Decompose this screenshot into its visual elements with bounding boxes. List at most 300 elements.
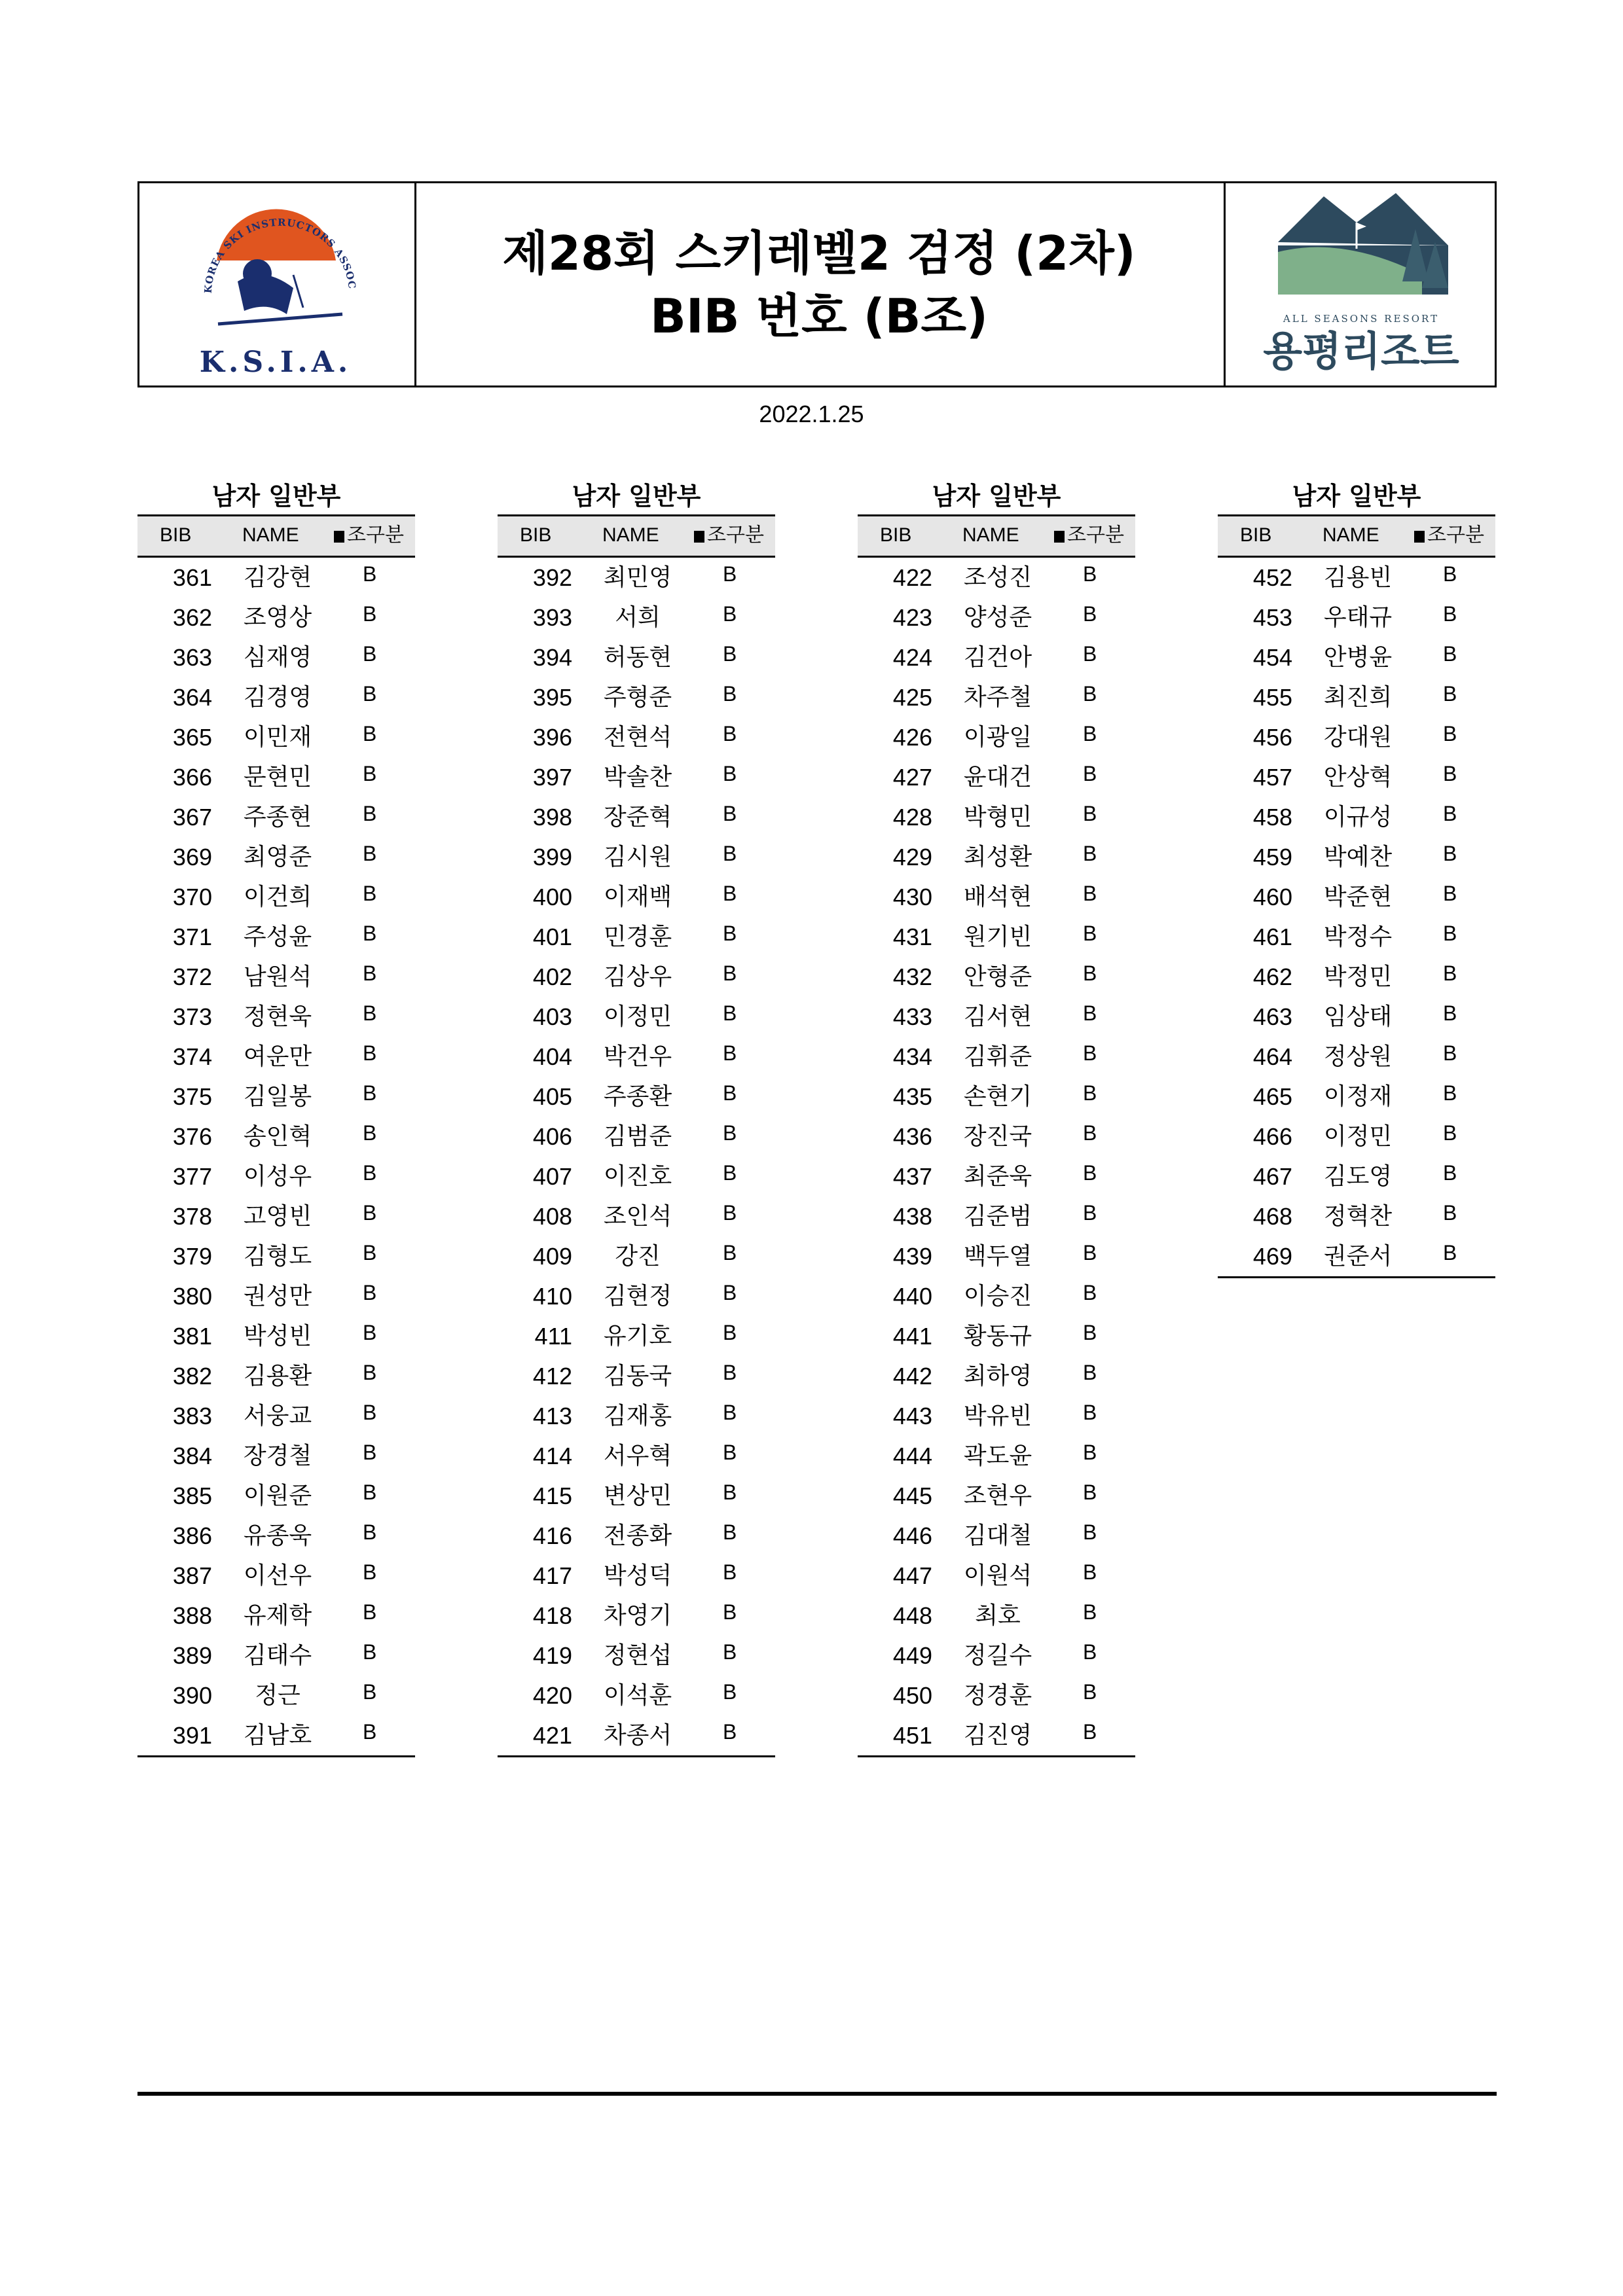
table-row bbox=[137, 1436, 415, 1476]
table-row bbox=[858, 917, 1135, 957]
name-cell: 이선우 bbox=[243, 1562, 312, 1589]
table-row bbox=[1218, 558, 1495, 598]
name-cell: 유종욱 bbox=[243, 1522, 312, 1549]
table-row bbox=[858, 1516, 1135, 1556]
group-cell: B bbox=[723, 922, 737, 945]
table-row bbox=[498, 1077, 775, 1117]
group-cell: B bbox=[1083, 961, 1097, 985]
table-row bbox=[858, 717, 1135, 757]
table-row bbox=[1218, 1236, 1495, 1276]
group-cell: B bbox=[1443, 1161, 1457, 1185]
table-row bbox=[137, 1316, 415, 1356]
group-cell: B bbox=[723, 722, 737, 745]
bib-cell: 396 bbox=[532, 724, 572, 751]
name-cell: 박형민 bbox=[963, 804, 1032, 831]
header-name: NAME bbox=[1322, 524, 1379, 546]
name-cell: 박건우 bbox=[603, 1043, 672, 1070]
name-cell: 박성덕 bbox=[603, 1562, 672, 1589]
table-row bbox=[498, 1436, 775, 1476]
table-row bbox=[858, 558, 1135, 598]
group-cell: B bbox=[363, 682, 377, 706]
header-name: NAME bbox=[242, 524, 299, 546]
name-cell: 황동규 bbox=[963, 1323, 1032, 1350]
name-cell: 이원준 bbox=[243, 1482, 312, 1509]
name-cell: 이석훈 bbox=[603, 1682, 672, 1709]
yongpyong-logo bbox=[1224, 183, 1495, 386]
column-title: 남자 일반부 bbox=[1292, 482, 1421, 511]
group-cell: B bbox=[723, 1560, 737, 1584]
group-cell: B bbox=[723, 762, 737, 785]
column-title: 남자 일반부 bbox=[211, 482, 341, 511]
group-cell: B bbox=[363, 1680, 377, 1704]
name-cell: 차영기 bbox=[603, 1602, 672, 1629]
bib-cell: 380 bbox=[172, 1283, 212, 1310]
bib-column bbox=[137, 478, 415, 1757]
bib-cell: 454 bbox=[1252, 644, 1292, 671]
name-cell: 정길수 bbox=[963, 1642, 1032, 1669]
bib-column bbox=[1218, 478, 1495, 1278]
name-cell: 최호 bbox=[975, 1602, 1021, 1629]
name-cell: 서웅교 bbox=[243, 1403, 312, 1429]
table-row bbox=[137, 1556, 415, 1596]
bib-cell: 389 bbox=[172, 1642, 212, 1669]
resort-name: 용평리조트 bbox=[1263, 327, 1459, 375]
table-row bbox=[858, 1117, 1135, 1157]
header-group: 조구분 bbox=[1414, 516, 1484, 554]
bib-cell: 450 bbox=[892, 1682, 932, 1709]
group-cell: B bbox=[363, 1161, 377, 1185]
table-row bbox=[137, 1077, 415, 1117]
table-row bbox=[858, 1436, 1135, 1476]
group-cell: B bbox=[1083, 1041, 1097, 1065]
name-cell: 주종환 bbox=[603, 1083, 672, 1110]
bib-cell: 430 bbox=[892, 884, 932, 910]
table-row bbox=[137, 598, 415, 637]
group-cell: B bbox=[1443, 922, 1457, 945]
name-cell: 안형준 bbox=[963, 963, 1032, 990]
name-cell: 김현정 bbox=[603, 1283, 672, 1310]
bib-cell: 371 bbox=[172, 924, 212, 950]
table-row bbox=[858, 1316, 1135, 1356]
group-cell: B bbox=[723, 1161, 737, 1185]
group-cell: B bbox=[363, 1560, 377, 1584]
name-cell: 김서현 bbox=[963, 1003, 1032, 1030]
name-cell: 김휘준 bbox=[963, 1043, 1032, 1070]
group-cell: B bbox=[723, 562, 737, 586]
bib-cell: 418 bbox=[532, 1602, 572, 1629]
group-cell: B bbox=[363, 762, 377, 785]
name-cell: 이정재 bbox=[1323, 1083, 1393, 1110]
bib-cell: 421 bbox=[532, 1722, 572, 1749]
group-cell: B bbox=[363, 1081, 377, 1105]
name-cell: 서희 bbox=[615, 604, 661, 631]
bib-cell: 379 bbox=[172, 1243, 212, 1270]
name-cell: 차주철 bbox=[963, 684, 1032, 711]
name-cell: 임상태 bbox=[1323, 1003, 1393, 1030]
header-bib: BIB bbox=[520, 524, 552, 546]
bib-cell: 392 bbox=[532, 564, 572, 591]
group-cell: B bbox=[1443, 1001, 1457, 1025]
table-row bbox=[858, 957, 1135, 997]
name-cell: 정현섭 bbox=[603, 1642, 672, 1669]
group-cell: B bbox=[1083, 1161, 1097, 1185]
table-row bbox=[498, 1356, 775, 1396]
table-row bbox=[137, 1236, 415, 1276]
group-cell: B bbox=[363, 922, 377, 945]
group-cell: B bbox=[1083, 1720, 1097, 1744]
name-cell: 장준혁 bbox=[603, 804, 672, 831]
bib-cell: 382 bbox=[172, 1363, 212, 1390]
name-cell: 강대원 bbox=[1323, 724, 1393, 751]
name-cell: 이진호 bbox=[603, 1163, 672, 1190]
column-header-row bbox=[858, 514, 1135, 558]
bib-cell: 377 bbox=[172, 1163, 212, 1190]
group-cell: B bbox=[1083, 842, 1097, 865]
bib-cell: 404 bbox=[532, 1043, 572, 1070]
bib-cell: 467 bbox=[1252, 1163, 1292, 1190]
group-cell: B bbox=[1083, 642, 1097, 666]
table-row bbox=[498, 1596, 775, 1636]
table-row bbox=[137, 558, 415, 598]
header-bib: BIB bbox=[1240, 524, 1272, 546]
table-row bbox=[498, 837, 775, 877]
name-cell: 최하영 bbox=[963, 1363, 1032, 1390]
group-cell: B bbox=[363, 1241, 377, 1265]
bib-cell: 388 bbox=[172, 1602, 212, 1629]
name-cell: 주종현 bbox=[243, 804, 312, 831]
bib-cell: 451 bbox=[892, 1722, 932, 1749]
bib-cell: 416 bbox=[532, 1522, 572, 1549]
group-cell: B bbox=[1443, 682, 1457, 706]
name-cell: 배석현 bbox=[963, 884, 1032, 910]
group-cell: B bbox=[363, 802, 377, 825]
name-cell: 김남호 bbox=[243, 1722, 312, 1749]
bib-cell: 393 bbox=[532, 604, 572, 631]
bib-cell: 399 bbox=[532, 844, 572, 870]
group-cell: B bbox=[723, 1081, 737, 1105]
group-cell: B bbox=[723, 1281, 737, 1304]
table-row bbox=[1218, 917, 1495, 957]
group-cell: B bbox=[363, 1121, 377, 1145]
table-row bbox=[858, 637, 1135, 677]
table-row bbox=[858, 877, 1135, 917]
table-row bbox=[498, 1236, 775, 1276]
table-row bbox=[1218, 637, 1495, 677]
name-cell: 박예찬 bbox=[1323, 844, 1393, 870]
group-cell: B bbox=[723, 682, 737, 706]
bib-column bbox=[858, 478, 1135, 1757]
bib-table-body bbox=[498, 558, 775, 1757]
group-cell: B bbox=[1083, 802, 1097, 825]
table-row bbox=[1218, 598, 1495, 637]
name-cell: 최진희 bbox=[1323, 684, 1393, 711]
name-cell: 변상민 bbox=[603, 1482, 672, 1509]
group-cell: B bbox=[1443, 961, 1457, 985]
table-row bbox=[498, 797, 775, 837]
header-name: NAME bbox=[602, 524, 659, 546]
bib-cell: 376 bbox=[172, 1123, 212, 1150]
group-cell: B bbox=[723, 1401, 737, 1424]
table-row bbox=[498, 558, 775, 598]
name-cell: 곽도윤 bbox=[963, 1443, 1032, 1469]
name-cell: 김태수 bbox=[243, 1642, 312, 1669]
name-cell: 장진국 bbox=[963, 1123, 1032, 1150]
bib-cell: 443 bbox=[892, 1403, 932, 1429]
group-cell: B bbox=[363, 1401, 377, 1424]
name-cell: 이재백 bbox=[603, 884, 672, 910]
group-cell: B bbox=[1443, 722, 1457, 745]
name-cell: 조영상 bbox=[243, 604, 312, 631]
bib-cell: 444 bbox=[892, 1443, 932, 1469]
name-cell: 손현기 bbox=[963, 1083, 1032, 1110]
name-cell: 장경철 bbox=[243, 1443, 312, 1469]
bib-cell: 395 bbox=[532, 684, 572, 711]
group-cell: B bbox=[723, 1600, 737, 1624]
bib-cell: 407 bbox=[532, 1163, 572, 1190]
mountain-resort-icon bbox=[1226, 183, 1497, 386]
name-cell: 박솔찬 bbox=[603, 764, 672, 791]
group-cell: B bbox=[1083, 1321, 1097, 1344]
page-title: 제28회 스키레벨2 검정 (2차) bbox=[502, 225, 1136, 281]
column-title: 남자 일반부 bbox=[572, 482, 701, 511]
group-cell: B bbox=[363, 642, 377, 666]
bib-cell: 381 bbox=[172, 1323, 212, 1350]
table-row bbox=[1218, 957, 1495, 997]
bib-cell: 363 bbox=[172, 644, 212, 671]
name-cell: 김시원 bbox=[603, 844, 672, 870]
name-cell: 정상원 bbox=[1323, 1043, 1393, 1070]
bib-cell: 414 bbox=[532, 1443, 572, 1469]
bib-cell: 422 bbox=[892, 564, 932, 591]
bib-cell: 446 bbox=[892, 1522, 932, 1549]
group-cell: B bbox=[1083, 562, 1097, 586]
column-title: 남자 일반부 bbox=[932, 482, 1061, 511]
table-row bbox=[1218, 997, 1495, 1037]
name-cell: 김도영 bbox=[1323, 1163, 1393, 1190]
bib-cell: 366 bbox=[172, 764, 212, 791]
table-row bbox=[498, 757, 775, 797]
name-cell: 박준현 bbox=[1323, 884, 1393, 910]
group-cell: B bbox=[1443, 1201, 1457, 1225]
bib-cell: 410 bbox=[532, 1283, 572, 1310]
ksia-abbr: K.S.I.A. bbox=[199, 346, 352, 379]
bib-cell: 361 bbox=[172, 564, 212, 591]
table-row bbox=[858, 757, 1135, 797]
table-row bbox=[1218, 1196, 1495, 1236]
name-cell: 김용빈 bbox=[1323, 564, 1393, 591]
name-cell: 강진 bbox=[615, 1243, 661, 1270]
table-row bbox=[858, 598, 1135, 637]
table-row bbox=[498, 917, 775, 957]
table-row bbox=[498, 1396, 775, 1436]
name-cell: 양성준 bbox=[963, 604, 1032, 631]
group-cell: B bbox=[723, 1121, 737, 1145]
bib-cell: 464 bbox=[1252, 1043, 1292, 1070]
group-cell: B bbox=[1443, 602, 1457, 626]
ksia-logo bbox=[139, 183, 416, 386]
table-row bbox=[137, 757, 415, 797]
name-cell: 김일봉 bbox=[243, 1083, 312, 1110]
table-row bbox=[137, 1117, 415, 1157]
bottom-divider bbox=[137, 2092, 1497, 2096]
group-cell: B bbox=[1083, 1121, 1097, 1145]
bib-cell: 436 bbox=[892, 1123, 932, 1150]
bib-cell: 378 bbox=[172, 1203, 212, 1230]
table-row bbox=[1218, 757, 1495, 797]
bib-cell: 447 bbox=[892, 1562, 932, 1589]
bib-cell: 406 bbox=[532, 1123, 572, 1150]
bib-cell: 375 bbox=[172, 1083, 212, 1110]
bib-cell: 370 bbox=[172, 884, 212, 910]
bib-cell: 367 bbox=[172, 804, 212, 831]
name-cell: 서우혁 bbox=[603, 1443, 672, 1469]
name-cell: 우태규 bbox=[1323, 604, 1393, 631]
name-cell: 조현우 bbox=[963, 1482, 1032, 1509]
name-cell: 박정민 bbox=[1323, 963, 1393, 990]
column-header-row bbox=[1218, 514, 1495, 558]
group-cell: B bbox=[363, 882, 377, 905]
bib-cell: 463 bbox=[1252, 1003, 1292, 1030]
bib-cell: 459 bbox=[1252, 844, 1292, 870]
bib-cell: 402 bbox=[532, 963, 572, 990]
bib-table-body bbox=[1218, 558, 1495, 1278]
name-cell: 정혁찬 bbox=[1323, 1203, 1393, 1230]
bib-cell: 453 bbox=[1252, 604, 1292, 631]
name-cell: 이원석 bbox=[963, 1562, 1032, 1589]
group-cell: B bbox=[1083, 1401, 1097, 1424]
header-bib: BIB bbox=[880, 524, 912, 546]
group-cell: B bbox=[363, 1001, 377, 1025]
bib-cell: 461 bbox=[1252, 924, 1292, 950]
bib-cell: 408 bbox=[532, 1203, 572, 1230]
name-cell: 최성환 bbox=[963, 844, 1032, 870]
name-cell: 송인혁 bbox=[243, 1123, 312, 1150]
name-cell: 정근 bbox=[255, 1682, 301, 1709]
name-cell: 안병윤 bbox=[1323, 644, 1393, 671]
group-cell: B bbox=[363, 1281, 377, 1304]
group-cell: B bbox=[1443, 882, 1457, 905]
bib-cell: 409 bbox=[532, 1243, 572, 1270]
bib-cell: 431 bbox=[892, 924, 932, 950]
table-row bbox=[137, 1715, 415, 1755]
table-row bbox=[858, 1236, 1135, 1276]
table-row bbox=[858, 1157, 1135, 1196]
group-cell: B bbox=[1083, 922, 1097, 945]
group-cell: B bbox=[1443, 1121, 1457, 1145]
table-row bbox=[498, 1676, 775, 1715]
table-row bbox=[498, 717, 775, 757]
group-cell: B bbox=[363, 961, 377, 985]
table-row bbox=[498, 957, 775, 997]
bib-cell: 424 bbox=[892, 644, 932, 671]
name-cell: 주성윤 bbox=[243, 924, 312, 950]
table-row bbox=[137, 917, 415, 957]
column-header-row bbox=[498, 514, 775, 558]
table-row bbox=[137, 1276, 415, 1316]
bib-cell: 417 bbox=[532, 1562, 572, 1589]
header-group: 조구분 bbox=[694, 516, 764, 554]
table-row bbox=[858, 1715, 1135, 1755]
group-cell: B bbox=[1443, 762, 1457, 785]
bib-cell: 403 bbox=[532, 1003, 572, 1030]
name-cell: 최준욱 bbox=[963, 1163, 1032, 1190]
table-row bbox=[858, 1396, 1135, 1436]
table-row bbox=[858, 1596, 1135, 1636]
name-cell: 김재홍 bbox=[603, 1403, 672, 1429]
bib-cell: 468 bbox=[1252, 1203, 1292, 1230]
name-cell: 조성진 bbox=[963, 564, 1032, 591]
name-cell: 주형준 bbox=[603, 684, 672, 711]
title-block bbox=[414, 183, 1224, 386]
group-cell: B bbox=[363, 602, 377, 626]
table-row bbox=[858, 837, 1135, 877]
bib-cell: 420 bbox=[532, 1682, 572, 1709]
bib-cell: 427 bbox=[892, 764, 932, 791]
group-cell: B bbox=[363, 1361, 377, 1384]
table-row bbox=[498, 1276, 775, 1316]
name-cell: 백두열 bbox=[963, 1243, 1032, 1270]
bib-cell: 397 bbox=[532, 764, 572, 791]
bib-cell: 458 bbox=[1252, 804, 1292, 831]
svg-text:KOREA SKI INSTRUCTORS ASSOCIAT: KOREA SKI INSTRUCTORS ASSOC bbox=[202, 216, 358, 294]
bib-cell: 437 bbox=[892, 1163, 932, 1190]
group-cell: B bbox=[1083, 1361, 1097, 1384]
bib-cell: 365 bbox=[172, 724, 212, 751]
table-row bbox=[137, 837, 415, 877]
table-row bbox=[1218, 1117, 1495, 1157]
group-cell: B bbox=[363, 1201, 377, 1225]
group-cell: B bbox=[723, 1441, 737, 1464]
name-cell: 남원석 bbox=[243, 963, 312, 990]
group-cell: B bbox=[1443, 1241, 1457, 1265]
group-cell: B bbox=[1083, 722, 1097, 745]
group-cell: B bbox=[1083, 1560, 1097, 1584]
name-cell: 김용환 bbox=[243, 1363, 312, 1390]
table-row bbox=[858, 1037, 1135, 1077]
table-row bbox=[1218, 677, 1495, 717]
group-cell: B bbox=[363, 1041, 377, 1065]
table-row bbox=[137, 1396, 415, 1436]
group-cell: B bbox=[723, 802, 737, 825]
bib-cell: 411 bbox=[534, 1323, 572, 1350]
event-date: 2022.1.25 bbox=[759, 401, 864, 427]
bib-cell: 390 bbox=[172, 1682, 212, 1709]
header-bib: BIB bbox=[160, 524, 192, 546]
bib-cell: 433 bbox=[892, 1003, 932, 1030]
header-group: 조구분 bbox=[334, 516, 404, 554]
name-cell: 여운만 bbox=[243, 1043, 312, 1070]
table-row bbox=[498, 1196, 775, 1236]
table-row bbox=[137, 797, 415, 837]
bib-table-body bbox=[137, 558, 415, 1757]
group-cell: B bbox=[1083, 1480, 1097, 1504]
table-row bbox=[858, 677, 1135, 717]
bib-cell: 440 bbox=[892, 1283, 932, 1310]
table-row bbox=[1218, 837, 1495, 877]
ksia-emblem-icon bbox=[139, 183, 410, 386]
group-cell: B bbox=[1443, 642, 1457, 666]
name-cell: 원기빈 bbox=[963, 924, 1032, 950]
header-name: NAME bbox=[962, 524, 1019, 546]
group-cell: B bbox=[363, 1640, 377, 1664]
bib-cell: 438 bbox=[892, 1203, 932, 1230]
table-row bbox=[498, 997, 775, 1037]
table-row bbox=[498, 1636, 775, 1676]
bib-cell: 439 bbox=[892, 1243, 932, 1270]
table-row bbox=[137, 1037, 415, 1077]
bib-cell: 426 bbox=[892, 724, 932, 751]
group-cell: B bbox=[363, 562, 377, 586]
